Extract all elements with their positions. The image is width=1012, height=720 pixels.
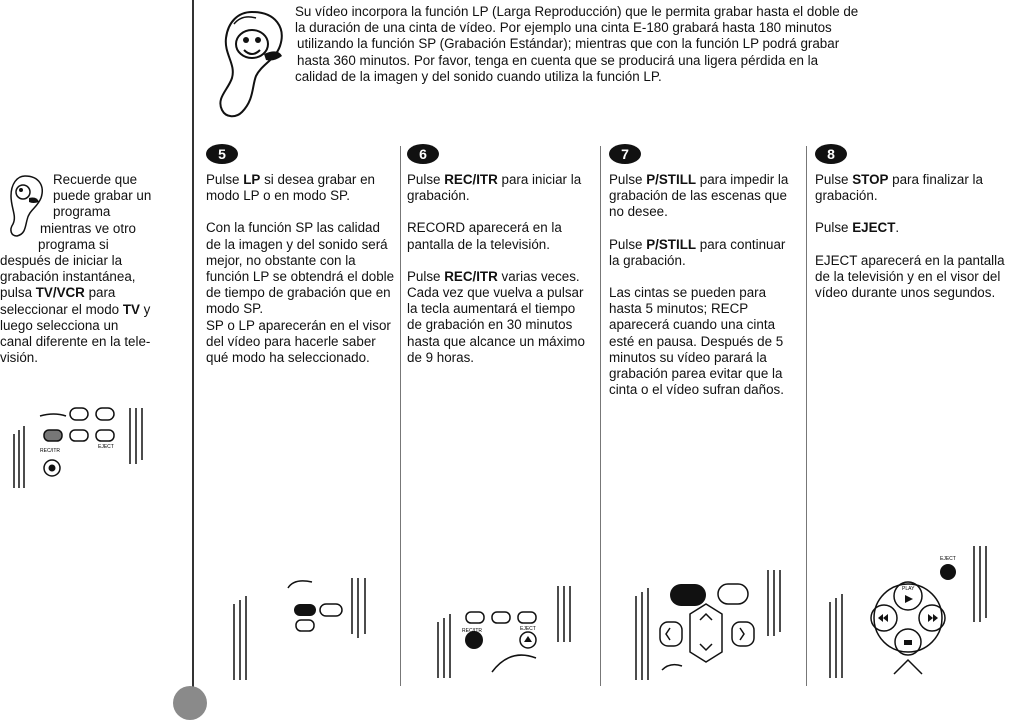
remote-label-eject: EJECT xyxy=(98,444,114,450)
intro-line-3: utilizando la función SP (Grabación Estándar); mientras que con la función LP podrá grabar xyxy=(297,36,840,52)
text: para xyxy=(84,285,116,301)
text: Pulse xyxy=(609,172,647,187)
col-divider-3 xyxy=(806,146,807,686)
step-8-badge xyxy=(814,143,848,165)
intro-line-1: Su vídeo incorpora la función LP (Larga Reproducción) que le permita grabar hasta el doble de xyxy=(295,4,859,19)
rec-itr-key-label: REC/ITR xyxy=(444,268,498,284)
step-6-itr-note xyxy=(407,269,593,366)
text: Pulse xyxy=(815,172,853,187)
sidebar-line: canal diferente en la tele- xyxy=(0,334,151,350)
remote-label-rec: REC/ITR xyxy=(462,628,482,634)
step-8-number: 8 xyxy=(827,146,835,162)
step-5-number: 5 xyxy=(218,146,226,162)
remote-pstill-illustration xyxy=(630,566,790,682)
text: para iniciar la grabación. xyxy=(407,172,582,204)
col-divider-2 xyxy=(600,146,601,686)
step-8-eject xyxy=(815,220,1010,236)
text: Pulse xyxy=(815,220,853,236)
step-7-continue xyxy=(609,237,799,269)
step-8-column xyxy=(815,172,1010,317)
sidebar-line: puede grabar un xyxy=(53,188,152,204)
remote-rec-itr-illustration xyxy=(432,582,582,682)
text: Pulse xyxy=(609,236,647,252)
sidebar-line: programa xyxy=(53,204,111,220)
step-5-sp-note: Con la función SP las calidad de la imagen y del sonido será mejor, no obstante con la función LP se obtendrá el doble de tiempo de grabación que en modo SP. xyxy=(206,220,395,317)
page-dot-decoration xyxy=(173,686,207,720)
text: pulsa xyxy=(0,285,36,301)
remote-label-eject: EJECT xyxy=(940,556,956,562)
step-6-badge xyxy=(406,143,440,165)
col-divider-1 xyxy=(400,146,401,686)
remote-rec-eject-illustration xyxy=(10,404,155,490)
tvvcr-key-label: TV/VCR xyxy=(35,285,85,301)
tv-mode-label: TV xyxy=(122,301,140,317)
pstill-key-label: P/STILL xyxy=(646,236,697,252)
main-divider xyxy=(192,0,194,690)
intro-line-5: calidad de la imagen y del sonido cuando utiliza la función LP. xyxy=(295,68,662,84)
sidebar-line: después de iniciar la xyxy=(0,253,123,269)
eject-key-label: EJECT xyxy=(852,220,896,236)
sidebar-line xyxy=(0,302,190,318)
step-7-instruction xyxy=(609,172,799,221)
remote-label-rec: REC/ITR xyxy=(40,448,60,454)
remote-stop-eject-illustration xyxy=(822,542,1002,682)
pstill-key-label: P/STILL xyxy=(646,172,697,187)
intro-line-4: hasta 360 minutos. Por favor, tenga en cuenta que se producirá una ligera pérdida en la xyxy=(297,52,819,68)
text: . xyxy=(895,220,900,236)
step-5-display-note: SP o LP aparecerán en el visor del vídeo para hacerle saber qué modo ha seleccionado. xyxy=(206,317,391,366)
step-7-number: 7 xyxy=(621,146,629,162)
step-5-column xyxy=(206,172,396,382)
step-6-record-note: RECORD aparecerá en la pantalla de la televisión. xyxy=(407,220,562,252)
intro-line-2: la duración de una cinta de vídeo. Por ejemplo una cinta E-180 grabará hasta 180 minutos xyxy=(295,20,832,36)
text: para impedir la grabación de las escenas que no desee. xyxy=(609,172,789,220)
intro-paragraph xyxy=(295,4,1000,85)
sidebar-line xyxy=(0,285,190,301)
text: varias veces. Cada vez que vuelva a pulsar la tecla aumentará el tiempo de grabación en 30 minutos hasta que alcance un máximo de 9 horas. xyxy=(407,268,585,365)
stop-key-label: STOP xyxy=(852,172,889,187)
sidebar-line: grabación instantánea, xyxy=(0,269,136,285)
step-8-instruction xyxy=(815,172,1010,204)
sidebar-line: visión. xyxy=(0,350,38,366)
step-8-display-note: EJECT aparecerá en la pantalla de la televisión y en el visor del vídeo durante unos segundos. xyxy=(815,252,1005,301)
remote-label-play: PLAY xyxy=(902,586,915,592)
remote-lp-illustration xyxy=(228,574,378,682)
step-6-instruction xyxy=(407,172,593,204)
rec-itr-key-label: REC/ITR xyxy=(444,172,498,187)
step-6-column xyxy=(407,172,593,382)
step-6-number: 6 xyxy=(419,146,427,162)
text: para continuar la grabación. xyxy=(609,236,786,268)
text: Pulse xyxy=(407,172,445,187)
sidebar-tip xyxy=(0,172,190,366)
sidebar-line: mientras ve otro xyxy=(40,220,137,236)
text: Pulse xyxy=(407,268,445,284)
text: Pulse xyxy=(206,172,244,187)
text: si desea grabar en modo LP o en modo SP. xyxy=(206,172,375,204)
step-5-instruction xyxy=(206,172,396,204)
step-7-badge xyxy=(608,143,642,165)
step-5-badge xyxy=(205,143,239,165)
sidebar-line: programa si xyxy=(38,236,109,252)
sidebar-line: Recuerde que xyxy=(53,172,138,187)
step-7-column xyxy=(609,172,799,414)
lp-key-label: LP xyxy=(243,172,261,187)
text: y xyxy=(139,301,151,317)
text: para finalizar la grabación. xyxy=(815,172,983,204)
step-7-pause-note: Las cintas se pueden para hasta 5 minutos; RECP aparecerá cuando una cinta esté en pausa. Después de 5 minutos su vídeo parará la grabación parea evitar que la cinta o el vídeo sufran daños. xyxy=(609,285,784,398)
ghost-mascot-icon xyxy=(212,4,292,126)
text: seleccionar el modo xyxy=(0,301,123,317)
remote-label-eject: EJECT xyxy=(520,626,536,632)
sidebar-line: luego selecciona un xyxy=(0,317,119,333)
